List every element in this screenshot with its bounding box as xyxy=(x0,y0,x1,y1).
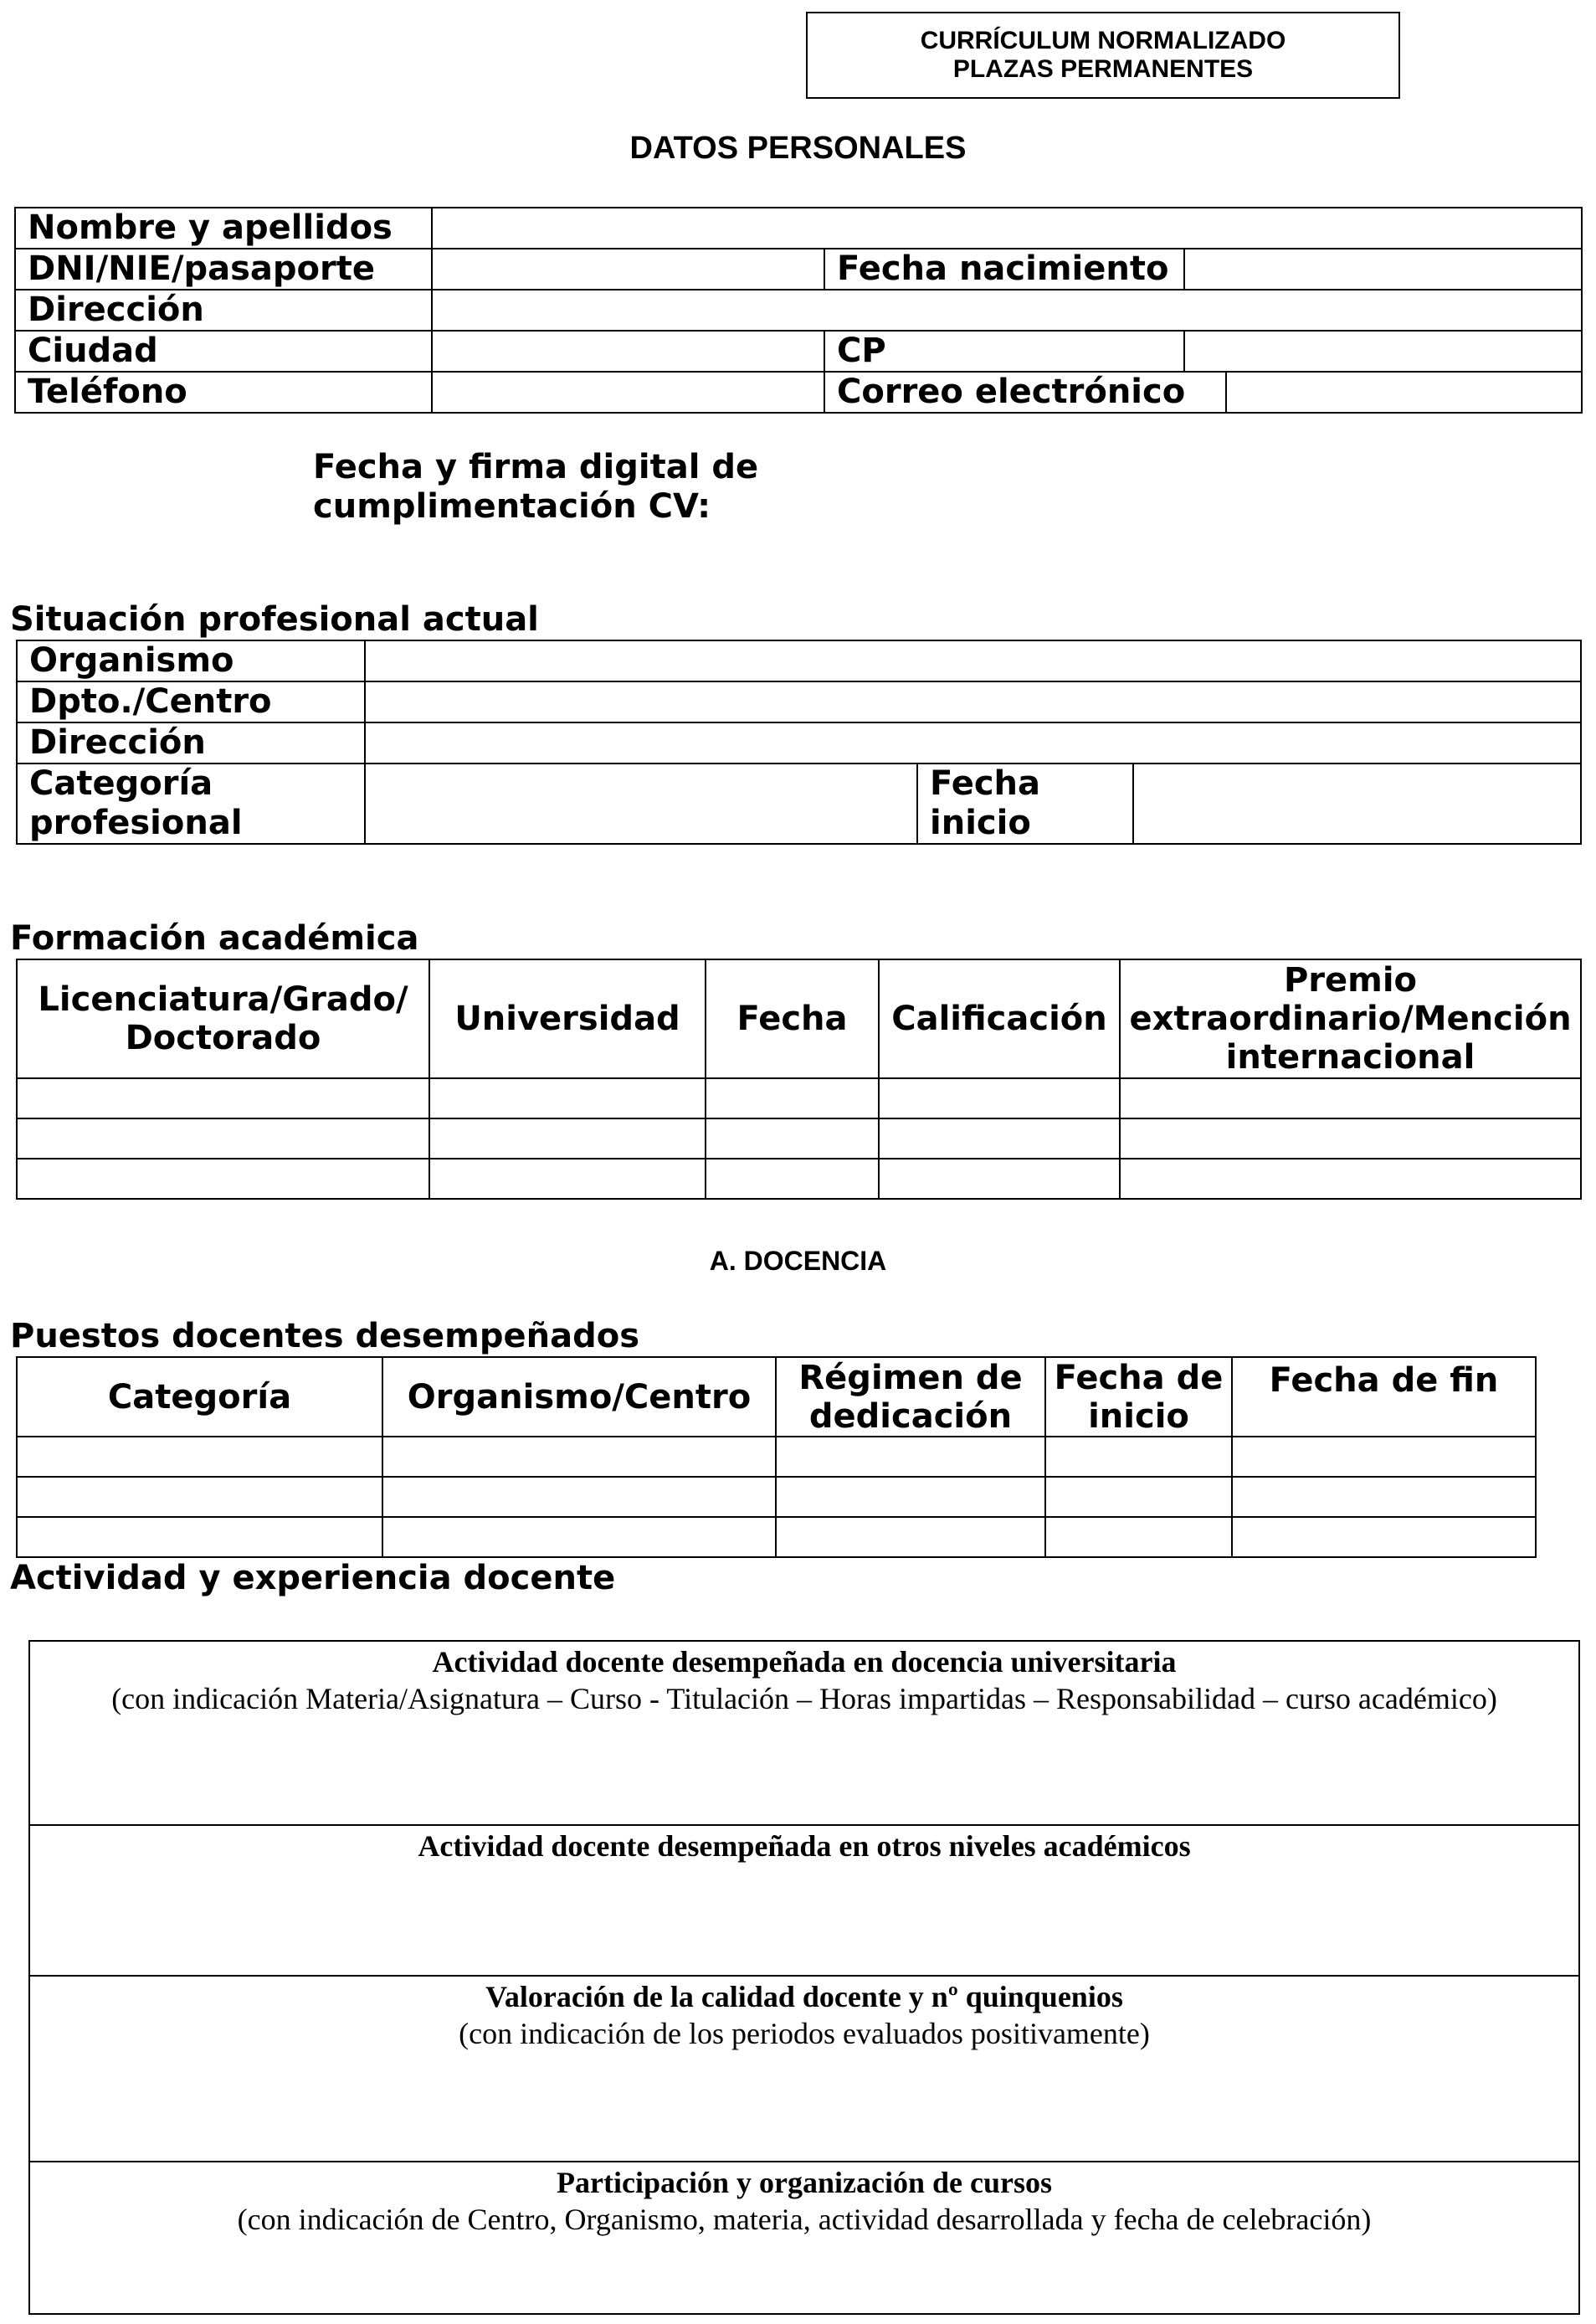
table-cell[interactable] xyxy=(17,1159,429,1199)
table-cell[interactable] xyxy=(1120,1078,1581,1118)
table-cell[interactable] xyxy=(17,1078,429,1118)
input-correo[interactable] xyxy=(1226,372,1582,413)
table-cell[interactable] xyxy=(776,1477,1045,1517)
header-titulo-line-1: Licenciatura/Grado/ xyxy=(38,980,408,1019)
table-cell[interactable] xyxy=(1045,1437,1232,1477)
box-cursos-subtitle: (con indicación de Centro, Organismo, materia, actividad desarrollada y fecha de celebración) xyxy=(237,2203,1372,2236)
box-cursos[interactable] xyxy=(28,2162,1580,2315)
actividad-boxes xyxy=(28,1640,1580,2315)
table-cell[interactable] xyxy=(429,1159,706,1199)
table-cell[interactable] xyxy=(1120,1118,1581,1159)
situacion-title: Situación profesional actual xyxy=(10,600,539,639)
header-premio-line-2: extraordinario/Mención xyxy=(1129,1000,1572,1038)
table-row xyxy=(17,1517,1536,1557)
header-line-2: PLAZAS PERMANENTES xyxy=(952,55,1254,83)
puestos-table xyxy=(16,1356,1537,1558)
input-direccion-centro[interactable] xyxy=(365,722,1581,764)
label-dpto: Dpto./Centro xyxy=(17,681,365,722)
header-line-1: CURRÍCULUM NORMALIZADO xyxy=(920,27,1286,54)
label-categoria-line-2: profesional xyxy=(29,804,243,842)
label-nombre: Nombre y apellidos xyxy=(15,208,432,249)
formacion-title: Formación académica xyxy=(10,919,419,958)
table-cell[interactable] xyxy=(429,1078,706,1118)
label-categoria-profesional xyxy=(17,764,365,844)
table-cell[interactable] xyxy=(382,1437,776,1477)
docencia-section-title: A. DOCENCIA xyxy=(709,1246,887,1276)
box-calidad-subtitle: (con indicación de los periodos evaluados positivamente) xyxy=(459,2017,1150,2050)
label-fecha-inicio xyxy=(917,764,1133,844)
table-cell[interactable] xyxy=(17,1477,382,1517)
formacion-table xyxy=(16,959,1582,1200)
puestos-title: Puestos docentes desempeñados xyxy=(10,1317,640,1355)
header-organismo: Organismo/Centro xyxy=(382,1357,776,1437)
table-cell[interactable] xyxy=(706,1118,879,1159)
label-fecha-nacimiento: Fecha nacimiento xyxy=(824,249,1184,290)
label-dni: DNI/NIE/pasaporte xyxy=(15,249,432,290)
table-cell[interactable] xyxy=(1232,1477,1536,1517)
table-cell[interactable] xyxy=(879,1118,1120,1159)
table-cell[interactable] xyxy=(382,1477,776,1517)
actividad-title: Actividad y experiencia docente xyxy=(10,1559,616,1597)
signature-label xyxy=(313,448,758,527)
input-telefono[interactable] xyxy=(432,372,824,413)
label-direccion: Dirección xyxy=(15,290,432,331)
input-ciudad[interactable] xyxy=(432,331,824,372)
table-cell[interactable] xyxy=(1232,1517,1536,1557)
header-categoria: Categoría xyxy=(17,1357,382,1437)
label-organismo: Organismo xyxy=(17,640,365,681)
input-dpto[interactable] xyxy=(365,681,1581,722)
box-calidad-docente[interactable] xyxy=(28,1977,1580,2162)
label-direccion-centro: Dirección xyxy=(17,722,365,764)
header-fecha-de-inicio xyxy=(1045,1357,1232,1437)
input-nombre[interactable] xyxy=(432,208,1582,249)
input-direccion[interactable] xyxy=(432,290,1582,331)
table-cell[interactable] xyxy=(1045,1477,1232,1517)
table-cell[interactable] xyxy=(17,1437,382,1477)
table-row xyxy=(17,1477,1536,1517)
header-universidad: Universidad xyxy=(429,959,706,1078)
header-calificacion: Calificación xyxy=(879,959,1120,1078)
input-dni[interactable] xyxy=(432,249,824,290)
label-cp: CP xyxy=(824,331,1184,372)
header-premio-line-1: Premio xyxy=(1283,961,1418,1000)
header-premio xyxy=(1120,959,1581,1078)
table-cell[interactable] xyxy=(1232,1437,1536,1477)
table-cell[interactable] xyxy=(706,1078,879,1118)
situacion-table xyxy=(16,640,1582,845)
table-cell[interactable] xyxy=(879,1078,1120,1118)
box-calidad-title: Valoración de la calidad docente y nº quinquenios xyxy=(485,1980,1123,2013)
header-regimen xyxy=(776,1357,1045,1437)
label-ciudad: Ciudad xyxy=(15,331,432,372)
input-categoria-profesional[interactable] xyxy=(365,764,917,844)
signature-line-2: cumplimentación CV: xyxy=(313,487,711,526)
table-cell[interactable] xyxy=(776,1437,1045,1477)
personal-data-table xyxy=(14,207,1583,414)
header-regimen-line-1: Régimen de xyxy=(798,1358,1023,1397)
table-row xyxy=(17,1078,1581,1118)
header-premio-line-3: internacional xyxy=(1225,1038,1475,1077)
label-categoria-line-1: Categoría xyxy=(29,764,213,803)
label-fecha-inicio-line-2: inicio xyxy=(930,804,1031,842)
table-cell[interactable] xyxy=(706,1159,879,1199)
table-row xyxy=(17,1437,1536,1477)
input-cp[interactable] xyxy=(1184,331,1582,372)
input-fecha-nacimiento[interactable] xyxy=(1184,249,1582,290)
table-cell[interactable] xyxy=(879,1159,1120,1199)
box-otros-niveles[interactable] xyxy=(28,1826,1580,1977)
header-inicio-line-1: Fecha de xyxy=(1054,1358,1224,1397)
header-fecha: Fecha xyxy=(706,959,879,1078)
label-fecha-inicio-line-1: Fecha xyxy=(930,764,1041,803)
header-inicio-line-2: inicio xyxy=(1088,1396,1189,1436)
form-header-box xyxy=(806,12,1400,99)
box-cursos-title: Participación y organización de cursos xyxy=(557,2166,1052,2199)
label-correo: Correo electrónico xyxy=(824,372,1226,413)
signature-line-1: Fecha y firma digital de xyxy=(313,448,759,486)
header-regimen-line-2: dedicación xyxy=(808,1396,1013,1436)
label-telefono: Teléfono xyxy=(15,372,432,413)
table-cell[interactable] xyxy=(17,1118,429,1159)
input-fecha-inicio[interactable] xyxy=(1133,764,1581,844)
datos-personales-title: DATOS PERSONALES xyxy=(629,131,967,166)
header-fecha-de-fin: Fecha de fin xyxy=(1232,1357,1536,1437)
table-row xyxy=(17,1159,1581,1199)
table-cell[interactable] xyxy=(776,1517,1045,1557)
box-docencia-universitaria[interactable] xyxy=(28,1640,1580,1826)
box-universitaria-title: Actividad docente desempeñada en docencia universitaria xyxy=(432,1645,1177,1679)
box-otros-title: Actividad docente desempeñada en otros niveles académicos xyxy=(418,1829,1191,1863)
table-cell[interactable] xyxy=(382,1517,776,1557)
table-cell[interactable] xyxy=(17,1517,382,1557)
header-titulo xyxy=(17,959,429,1078)
table-row xyxy=(17,1118,1581,1159)
table-cell[interactable] xyxy=(1120,1159,1581,1199)
header-titulo-line-2: Doctorado xyxy=(125,1019,321,1057)
table-cell[interactable] xyxy=(1045,1517,1232,1557)
input-organismo[interactable] xyxy=(365,640,1581,681)
table-cell[interactable] xyxy=(429,1118,706,1159)
box-universitaria-subtitle: (con indicación Materia/Asignatura – Curso - Titulación – Horas impartidas – Responsabilidad – curso académico) xyxy=(111,1682,1497,1715)
